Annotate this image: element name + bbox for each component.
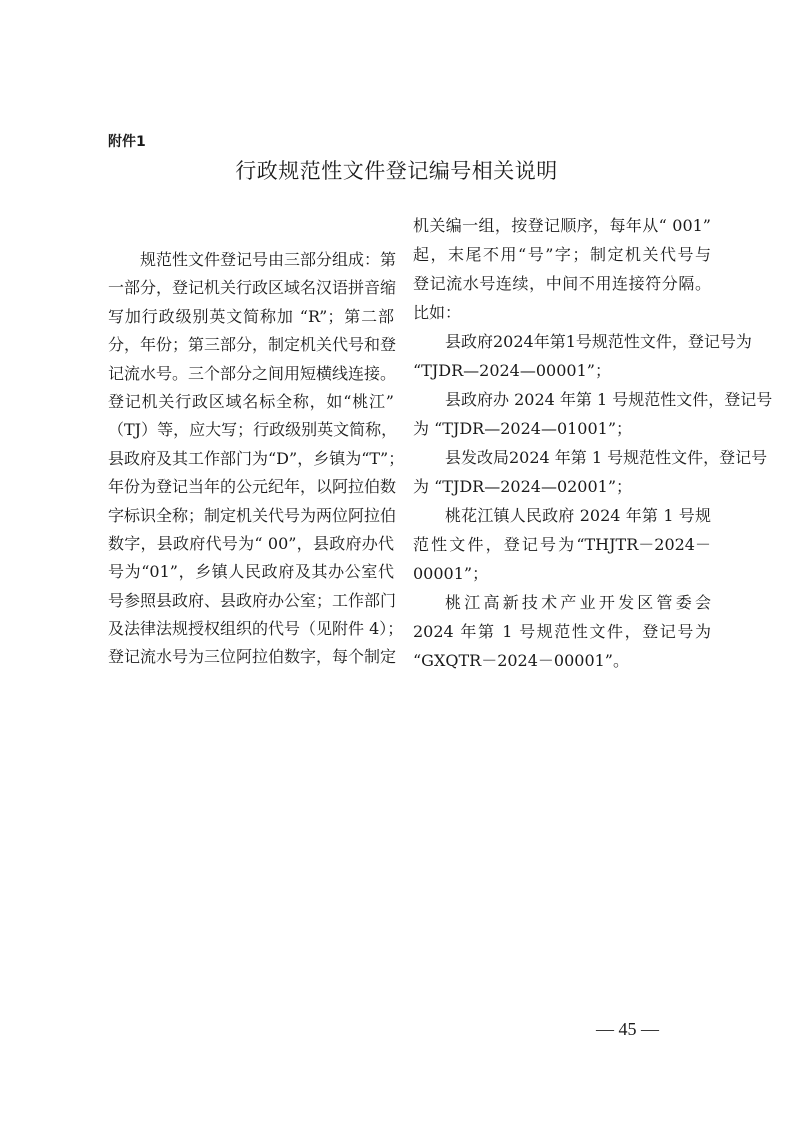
text-line: 规范性文件登记号由三部分组成：第 bbox=[140, 250, 397, 269]
text-line: 比如： bbox=[413, 303, 462, 322]
text-line: 桃江高新技术产业开发区管委会 bbox=[445, 593, 711, 612]
text-line: 字标识全称；制定机关代号为两位阿拉伯 bbox=[108, 505, 397, 525]
text-line: （TJ）等，应大写；行政级别英文简称， bbox=[108, 420, 398, 440]
text-line: 起，末尾不用“号”字；制定机关代号与 bbox=[413, 245, 711, 264]
text-line: 县政府办 2024 年第 1 号规范性文件，登记号 bbox=[445, 390, 773, 409]
text-line: 号参照县政府、县政府办公室；工作部门 bbox=[108, 590, 397, 610]
page-number: — 45 — bbox=[596, 1019, 659, 1039]
text-line: 记流水号。三个部分之间用短横线连接。 bbox=[108, 363, 397, 383]
text-line: 县发改局2024 年第 1 号规范性文件，登记号 bbox=[445, 448, 768, 467]
document-title: 行政规范性文件登记编号相关说明 bbox=[235, 159, 558, 183]
text-line: “GXQTR－2024－00001”。 bbox=[413, 651, 629, 670]
text-line: 登记流水号为三位阿拉伯数字，每个制定 bbox=[108, 647, 397, 667]
text-line: 年份为登记当年的公元纪年，以阿拉伯数 bbox=[108, 477, 397, 497]
text-line: 登记机关行政区域名标全称，如“桃江” bbox=[108, 391, 394, 411]
text-line: 登记流水号连续，中间不用连接符分隔。 bbox=[413, 274, 711, 293]
text-line: 写加行政级别英文简称加 “R”；第二部 bbox=[108, 306, 394, 326]
text-line: 为 “TJDR—2024—02001”； bbox=[413, 477, 633, 496]
left-column bbox=[108, 246, 405, 672]
text-line: 2024 年第 1 号规范性文件，登记号为 bbox=[413, 622, 711, 641]
text-line: 县政府及其工作部门为“D”，乡镇为“T”； bbox=[108, 448, 405, 468]
text-line: 县政府2024年第1号规范性文件，登记号为 bbox=[445, 332, 752, 351]
text-line: 数字，县政府代号为“ 00”，县政府办代 bbox=[108, 533, 394, 553]
text-line: 为 “TJDR—2024—01001”； bbox=[413, 419, 633, 438]
text-line: 范性文件，登记号为“THJTR－2024－ bbox=[413, 535, 711, 554]
text-line: 号为“01”，乡镇人民政府及其办公室代 bbox=[108, 562, 394, 582]
text-line: “TJDR—2024—00001”； bbox=[413, 361, 611, 380]
annex-label: 附件1 bbox=[108, 134, 146, 150]
text-line: 桃花江镇人民政府 2024 年第 1 号规 bbox=[445, 506, 711, 525]
text-line: 00001”； bbox=[413, 564, 489, 583]
text-line: 机关编一组，按登记顺序，每年从“ 001” bbox=[413, 216, 711, 235]
text-line: 及法律法规授权组织的代号（见附件 4）； bbox=[108, 619, 404, 639]
right-column bbox=[413, 211, 773, 675]
text-line: 分，年份；第三部分，制定机关代号和登 bbox=[108, 335, 397, 355]
text-line: 一部分，登记机关行政区域名汉语拼音缩 bbox=[108, 278, 397, 298]
